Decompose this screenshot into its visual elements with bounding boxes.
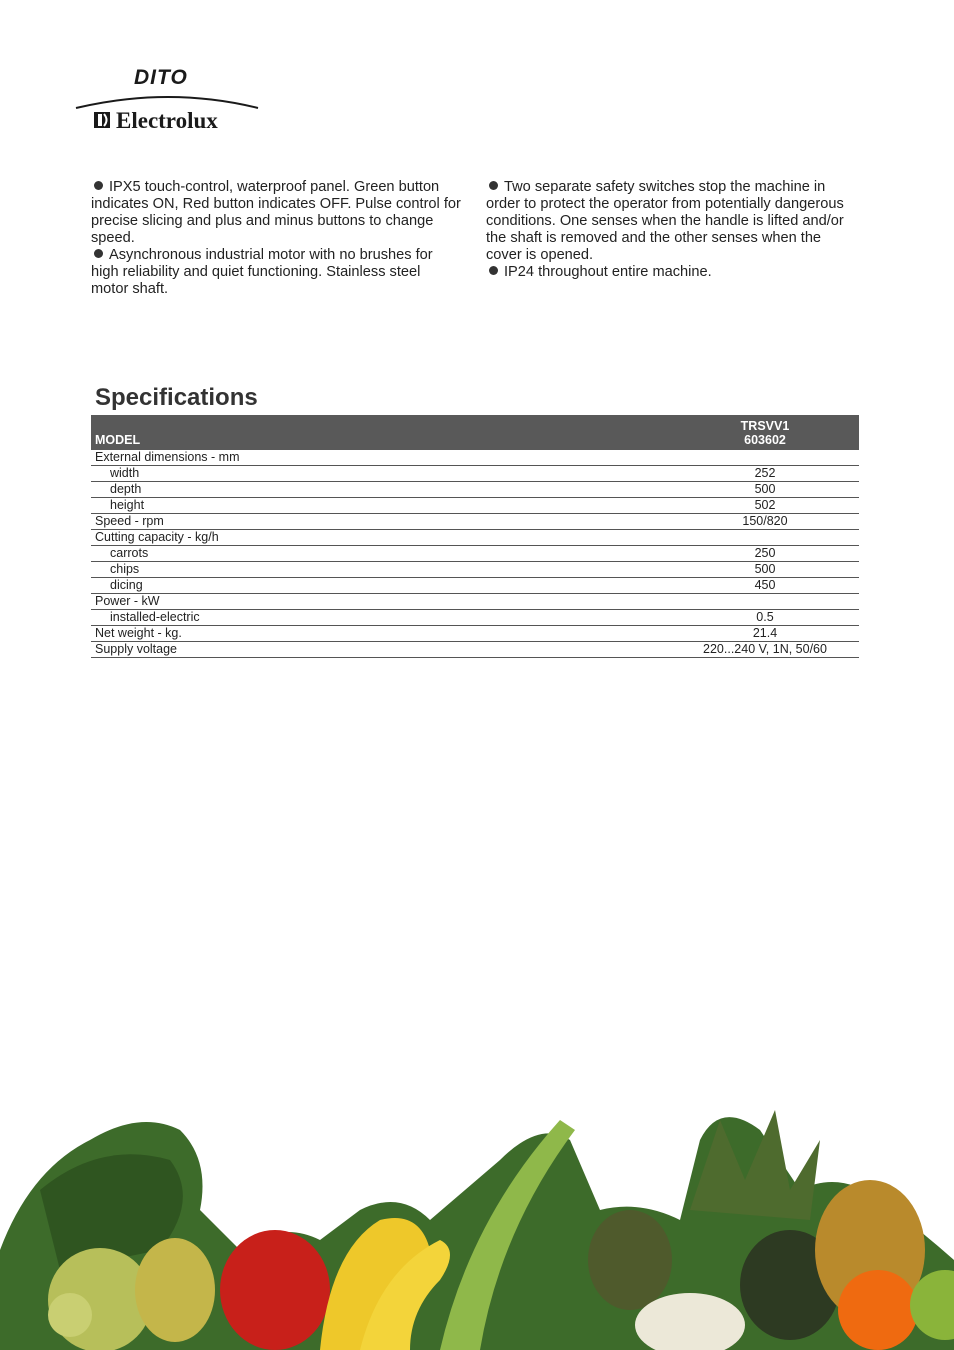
table-row [91, 450, 859, 466]
feature-item: Asynchronous industrial motor with no brushes for high reliability and quiet functioning. Stainless steel motor shaft. [91, 247, 433, 297]
bullet-icon [489, 266, 498, 275]
spec-value: 502 [671, 498, 859, 514]
specifications-table [91, 415, 859, 658]
spec-label: chips [91, 562, 671, 578]
spec-label: width [91, 466, 671, 482]
spec-value: 450 [671, 578, 859, 594]
red-pepper [220, 1230, 330, 1350]
spec-value: 21.4 [671, 626, 859, 642]
specifications-title: Specifications [95, 384, 258, 411]
spec-value [671, 450, 859, 466]
spec-label: carrots [91, 546, 671, 562]
logo-swoosh [76, 97, 258, 108]
features-left-column [91, 179, 461, 298]
model-name: TRSVV1 [740, 419, 790, 433]
grape-cluster [48, 1293, 92, 1337]
spec-label: dicing [91, 578, 671, 594]
spec-value: 150/820 [671, 514, 859, 530]
electrolux-icon [94, 112, 110, 128]
model-header: MODEL [91, 415, 671, 450]
spec-value: 250 [671, 546, 859, 562]
feature-item: Two separate safety switches stop the machine in order to protect the operator from potentially dangerous conditions. One senses when the handle is lifted and/or the shaft is removed and the other senses when the cover is opened. [486, 179, 844, 263]
table-row [91, 546, 859, 562]
table-header-row [91, 415, 859, 450]
bullet-icon [489, 181, 498, 190]
feature-item: IPX5 touch-control, waterproof panel. Green button indicates ON, Red button indicates OFF. Pulse control for precise slicing and plus and minus buttons to change speed. [91, 179, 461, 246]
table-row [91, 626, 859, 642]
bullet-icon [94, 249, 103, 258]
vegetables-banner-image [0, 1100, 954, 1350]
table-row [91, 530, 859, 546]
spec-value [671, 530, 859, 546]
electrolux-wordmark: Electrolux [116, 108, 218, 133]
feature-item: IP24 throughout entire machine. [486, 264, 856, 281]
dito-wordmark: DITO [134, 66, 188, 89]
table-row [91, 578, 859, 594]
table-row [91, 498, 859, 514]
table-row [91, 610, 859, 626]
artichoke [588, 1210, 672, 1310]
spec-value: 500 [671, 562, 859, 578]
orange [838, 1270, 918, 1350]
spec-label: Supply voltage [91, 642, 671, 658]
bullet-icon [94, 181, 103, 190]
spec-label: height [91, 498, 671, 514]
spec-label: Cutting capacity - kg/h [91, 530, 671, 546]
table-row [91, 562, 859, 578]
spec-label: depth [91, 482, 671, 498]
spec-value: 220...240 V, 1N, 50/60 [671, 642, 859, 658]
table-row [91, 482, 859, 498]
spec-label: External dimensions - mm [91, 450, 671, 466]
spec-value: 0.5 [671, 610, 859, 626]
spec-label: Power - kW [91, 594, 671, 610]
table-row [91, 594, 859, 610]
spec-value [671, 594, 859, 610]
table-row [91, 514, 859, 530]
model-code: 603602 [744, 433, 786, 447]
table-row [91, 642, 859, 658]
features-right-column [486, 179, 856, 281]
brand-logo [74, 62, 264, 134]
table-row [91, 466, 859, 482]
pear [135, 1238, 215, 1342]
spec-value: 252 [671, 466, 859, 482]
spec-label: installed-electric [91, 610, 671, 626]
spec-label: Speed - rpm [91, 514, 671, 530]
model-id-header [671, 415, 859, 450]
spec-value: 500 [671, 482, 859, 498]
spec-label: Net weight - kg. [91, 626, 671, 642]
